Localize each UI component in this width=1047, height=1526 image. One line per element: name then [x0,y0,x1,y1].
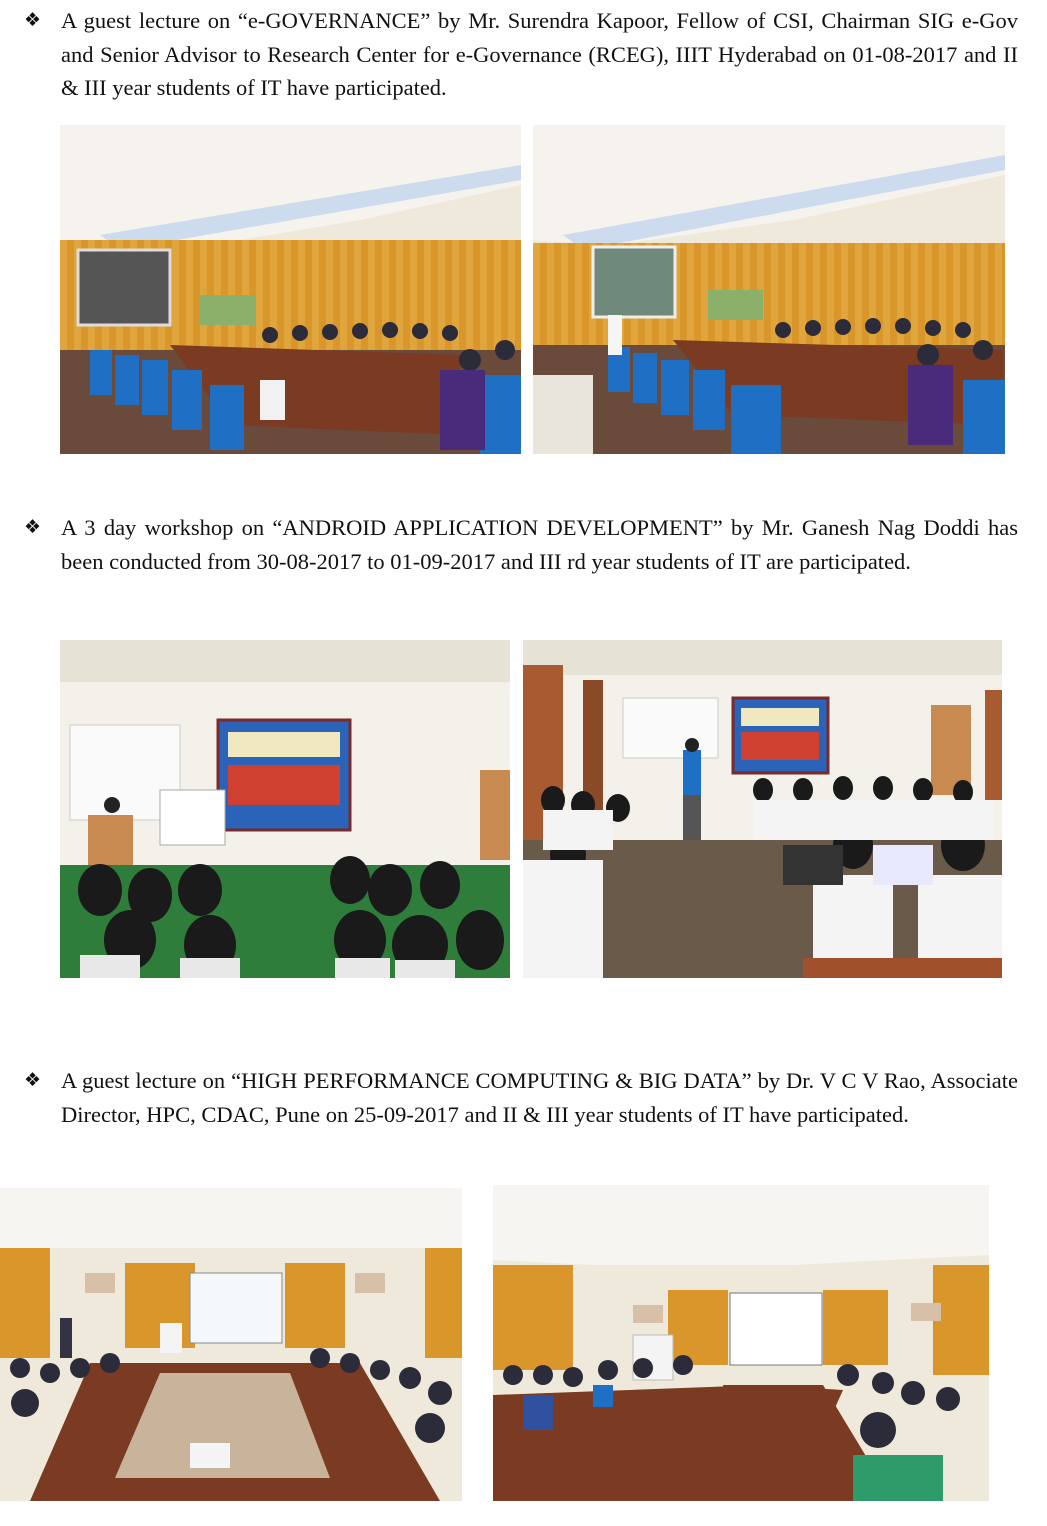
item-2-text: A 3 day workshop on “ANDROID APPLICATION DEVELOPMENT” by Mr. Ganesh Nag Doddi has been conducted from 30-08-2017 to 01-09-2017 and III rd year students of IT are participated. [61,515,1018,574]
bullet-icon: ❖ [24,9,42,31]
photo-egov-lecture-2 [533,125,1005,454]
item-3-text: A guest lecture on “HIGH PERFORMANCE COMPUTING & BIG DATA” by Dr. V C V Rao, Associate Director, HPC, CDAC, Pune on 25-09-2017 and II & III year students of IT have participated. [61,1068,1018,1127]
bullet-icon: ❖ [24,516,42,538]
photo-android-workshop-2 [523,640,1002,978]
photo-egov-lecture-1 [60,125,521,454]
photo-hpc-lecture-2 [493,1185,989,1501]
photo-hpc-lecture-1 [0,1188,462,1501]
bullet-icon: ❖ [24,1069,42,1091]
item-1-text: A guest lecture on “e-GOVERNANCE” by Mr. Surendra Kapoor, Fellow of CSI, Chairman SIG e-Gov and Senior Advisor to Research Center for e-Governance (RCEG), IIIT Hyderabad on 01-08-2017 and II & III year students of IT have participated. [61,8,1018,100]
photo-android-workshop-1 [60,640,510,978]
